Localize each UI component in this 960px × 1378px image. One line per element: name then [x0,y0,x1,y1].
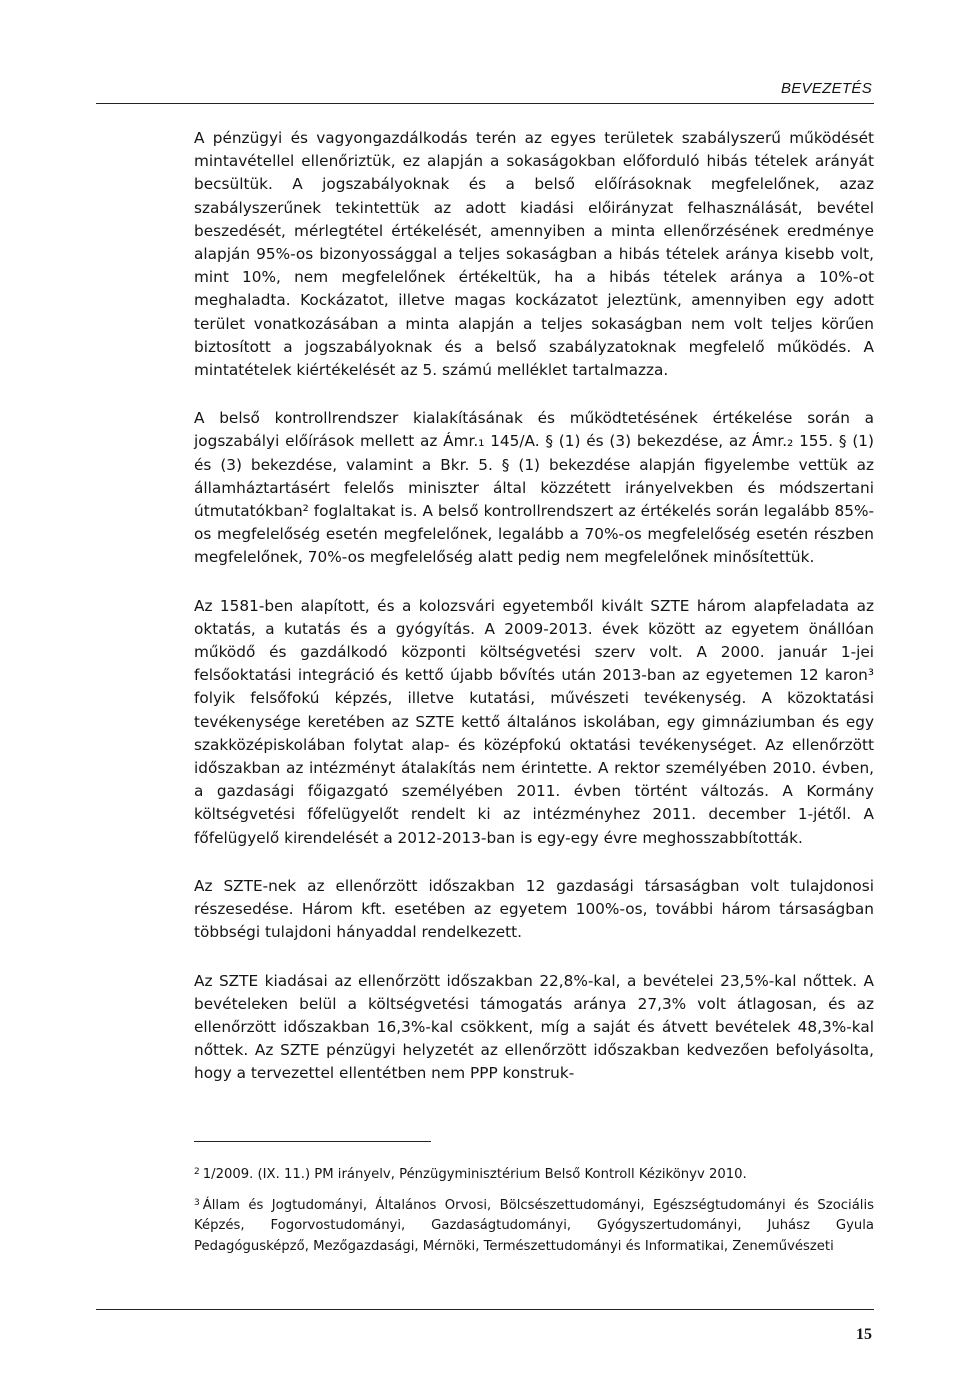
page-header-title: BEVEZETÉS [780,80,872,97]
footnote-text: 1/2009. (IX. 11.) PM irányelv, Pénzügyminisztérium Belső Kontroll Kézikönyv 2010. [202,1167,747,1182]
page-number: 15 [856,1326,872,1343]
paragraph-sampling-method: A pénzügyi és vagyongazdálkodás terén az egyes területek szabályszerű működését mintavétellel ellenőriztük, ez alapján a sokaságokban előforduló hibás tételek arányát becsültük. A jogszabályoknak és a belső előírásoknak megfelelőnek, azaz szabályszerűnek tekintettük az adott kiadási előirányzat felhasználását, bevétel beszedését, mérlegtétel értékelését, amennyiben a minta ellenőrzésének eredménye alapján 95%-os bizonyossággal a teljes sokaságban a hibás tételek aránya kisebb volt, mint 10%, nem megfelelőnek értékeltük, ha a hibás tételek aránya a 10%-ot meghaladta. Kockázatot, illetve magas kockázatot jeleztünk, amennyiben egy adott terület vonatkozásában a minta alapján a teljes sokaságban nem volt teljes körűen biztosított a jogszabályoknak és a belső szabályzatoknak megfelelő működés. A mintatételek kiértékelését az 5. számú melléklet tartalmazza. [194,129,874,380]
footer-divider [96,1309,874,1310]
footnote-mark: 3 [194,1197,200,1208]
header-divider [96,103,874,104]
paragraph-university-overview: Az 1581-ben alapított, és a kolozsvári egyetemből kivált SZTE három alapfeladata az oktatás, a kutatás és a gyógyítás. A 2009-2013. évek között az egyetem önállóan működő és gazdálkodó központi költségvetési szerv volt. A 2000. január 1-jei felsőoktatási integráció és kettő újabb bővítés után 2013-ban az egyetemen 12 karon³ folyik felsőfokú képzés, illetve kutatási, művészeti tevékenység. A közoktatási tevékenysége keretében az SZTE kettő általános iskolában, egy gimnáziumban és egy szakközépiskolában folytat alap- és középfokú oktatási tevékenységet. Az ellenőrzött időszakban az intézményt átalakítás nem érintette. A rektor személyében 2010. évben, a gazdasági főigazgató személyében 2011. évben történt változás. A Kormány költségvetési főfelügyelőt rendelt ki az intézményhez 2011. december 1-jétől. A főfelügyelő kirendelését a 2012-2013-ban is egy-egy évre meghosszabbították. [194,596,874,847]
footnote-2 [194,1162,874,1186]
paragraph-companies: Az SZTE-nek az ellenőrzött időszakban 12 gazdasági társaságban volt tulajdonosi részesedése. Három kft. esetében az egyetem 100%-os, további három társaságban többségi tulajdoni hányaddal rendelkezett. [194,876,874,942]
footnote-mark: 2 [194,1167,200,1177]
paragraph-internal-control: A belső kontrollrendszer kialakításának és működtetésének értékelése során a jogszabályi előírások mellett az Ámr.₁ 145/A. § (1) és (3) bekezdése, az Ámr.₂ 155. § (1) és (3) bekezdése, valamint a Bkr. 5. § (1) bekezdése alapján figyelembe vettük az államháztartásért felelős miniszter által közzétett irányelvekben és módszertani útmutatókban² foglaltakat is. A belső kontrollrendszert az értékelés során legalább 85%-os megfelelőség esetén megfelelőnek, legalább a 70%-os megfelelőség esetén részben megfelelőnek, 70%-os megfelelőség alatt pedig nem megfelelőnek minősítettük. [194,409,874,567]
footnote-text: Állam és Jogtudományi, Általános Orvosi, Bölcsészettudományi, Egészségtudományi és Szociális Képzés, Fogorvostudományi, Gazdaságtudományi, Gyógyszertudományi, Juhász Gyula Pedagógusképző, Mezőgazdasági, Mérnöki, Természettudományi és Informatikai, Zeneművészeti [194,1197,874,1254]
paragraph-finances: Az SZTE kiadásai az ellenőrzött időszakban 22,8%-kal, a bevételei 23,5%-kal nőttek. A bevételeken belül a költségvetési támogatás aránya 27,3% volt átlagosan, és az ellenőrzött időszakban 16,3%-kal csökkent, míg a saját és átvett bevételek 48,3%-kal nőttek. Az SZTE pénzügyi helyzetét az ellenőrzött időszakban kedvezően befolyásolta, hogy a tervezettel ellentétben nem PPP konstruk- [194,971,874,1083]
footnote-3 [194,1193,874,1258]
footnote-divider [194,1141,431,1142]
main-text [194,127,874,1111]
footnotes [194,1162,874,1264]
